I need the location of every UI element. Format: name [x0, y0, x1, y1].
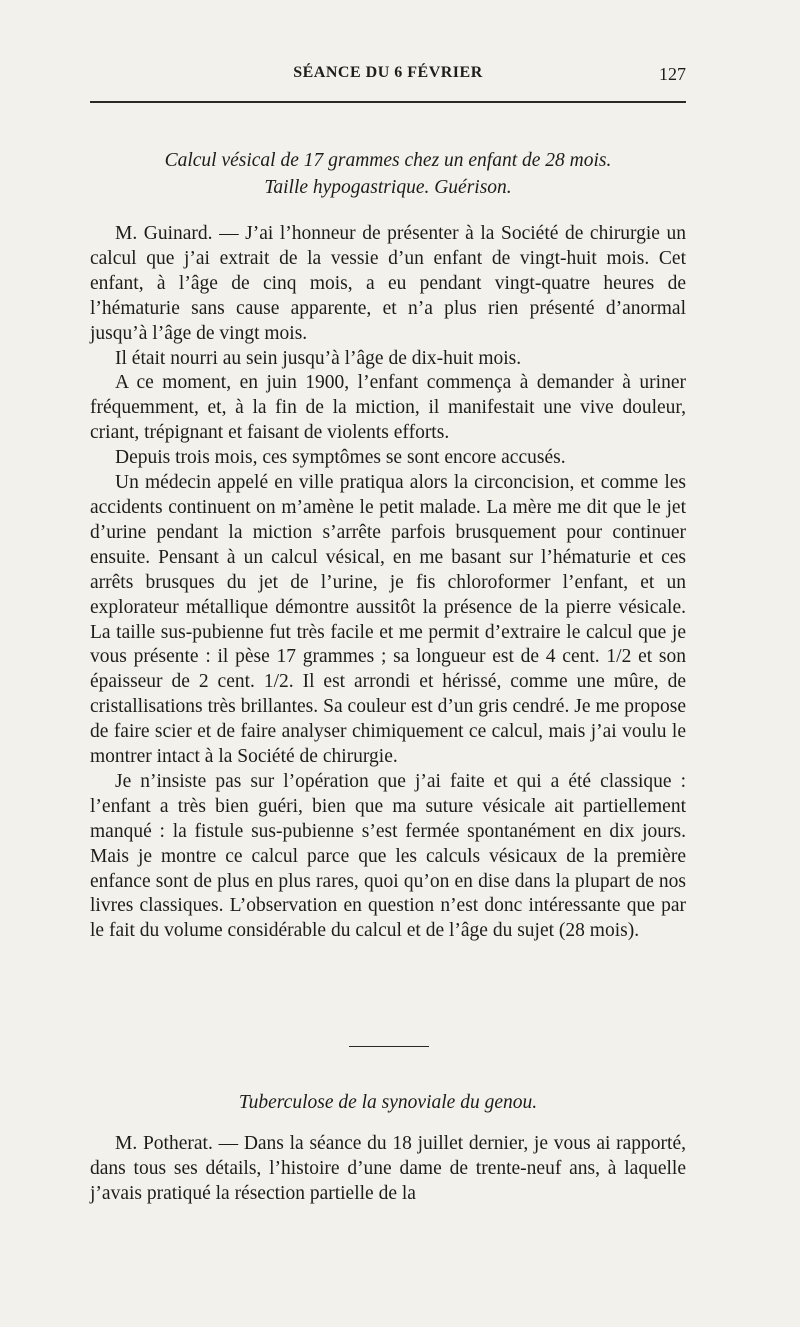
section-body-tuberculose [90, 1132, 686, 1207]
paragraph [90, 222, 686, 347]
running-title: SÉANCE DU 6 FÉVRIER [293, 64, 483, 81]
paragraph: Je n’insiste pas sur l’opération que j’ai faite et qui a été classique : l’enfant a très bien guéri, bien que ma suture vésicale ait partiellement manqué : la fistule sus-pubienne s’est fermée spontanément en dix jours. Mais je montre ce calcul parce que les calculs vésicaux de la première enfance sont de plus en plus rares, quoi qu’on en dise dans la plupart de nos livres classiques. L’observation en question n’est donc intéressante que par le fait du volume considérable du calcul et de l’âge du sujet (28 mois). [90, 770, 686, 942]
running-header [90, 64, 686, 88]
section-title-line-2: Taille hypogastrique. Guérison. [264, 177, 512, 198]
section-body-calcul [90, 222, 686, 944]
paragraph: Il était nourri au sein jusqu’à l’âge de dix-huit mois. [115, 347, 522, 369]
paragraph: Depuis trois mois, ces symptômes se sont encore accusés. [115, 447, 566, 469]
paragraph: A ce moment, en juin 1900, l’enfant commença à demander à uriner fréquemment, et, à la fin de la miction, il manifestait une vive douleur, criant, trépignant et faisant de violents efforts. [90, 372, 686, 444]
section-title-calcul [90, 147, 686, 201]
speaker-name: M. Guinard. [115, 223, 213, 244]
paragraph [90, 1132, 686, 1207]
section-title-tuberculose: Tuberculose de la synoviale du genou. [238, 1092, 538, 1113]
speaker-name: M. Potherat. [115, 1133, 213, 1154]
section-title-line-1: Calcul vésical de 17 grammes chez un enfant de 28 mois. [164, 150, 612, 171]
header-rule [90, 101, 686, 103]
page-number: 127 [659, 64, 686, 84]
paragraph-text: — Dans la séance du 18 juillet dernier, je vous ai rapporté, dans tous ses détails, l’histoire d’une dame de trente-neuf ans, à laquelle j’avais pratiqué la résection partielle de la [90, 1133, 686, 1204]
section-separator [349, 1046, 429, 1047]
paragraph-text: — J’ai l’honneur de présenter à la Société de chirurgie un calcul que j’ai extrait de la vessie d’un enfant de vingt-huit mois. Cet enfant, à l’âge de cinq mois, a eu pendant vingt-quatre heures de l’hématurie sans cause apparente, et n’a plus rien présenté d’anormal jusqu’à l’âge de vingt mois. [90, 223, 686, 344]
paragraph: Un médecin appelé en ville pratiqua alors la circoncision, et comme les accidents continuent on m’amène le petit malade. La mère me dit que le jet d’urine pendant la miction s’arrête parfois brusquement pour continuer ensuite. Pensant à un calcul vésical, en me basant sur l’hématurie et ces arrêts brusques du jet de l’urine, je fis chloroformer l’enfant, et un explorateur métallique démontre aussitôt la présence de la pierre vésicale. La taille sus-pubienne fut très facile et me permit d’extraire le calcul que je vous présente : il pèse 17 grammes ; sa longueur est de 4 cent. 1/2 et son épaisseur de 2 cent. 1/2. Il est arrondi et hérissé, comme une mûre, de cristallisations très brillantes. Sa couleur est d’un gris cendré. Je me propose de faire scier et de faire analyser chimiquement ce calcul, mais j’ai voulu le montrer intact à la Société de chirurgie. [90, 472, 686, 768]
